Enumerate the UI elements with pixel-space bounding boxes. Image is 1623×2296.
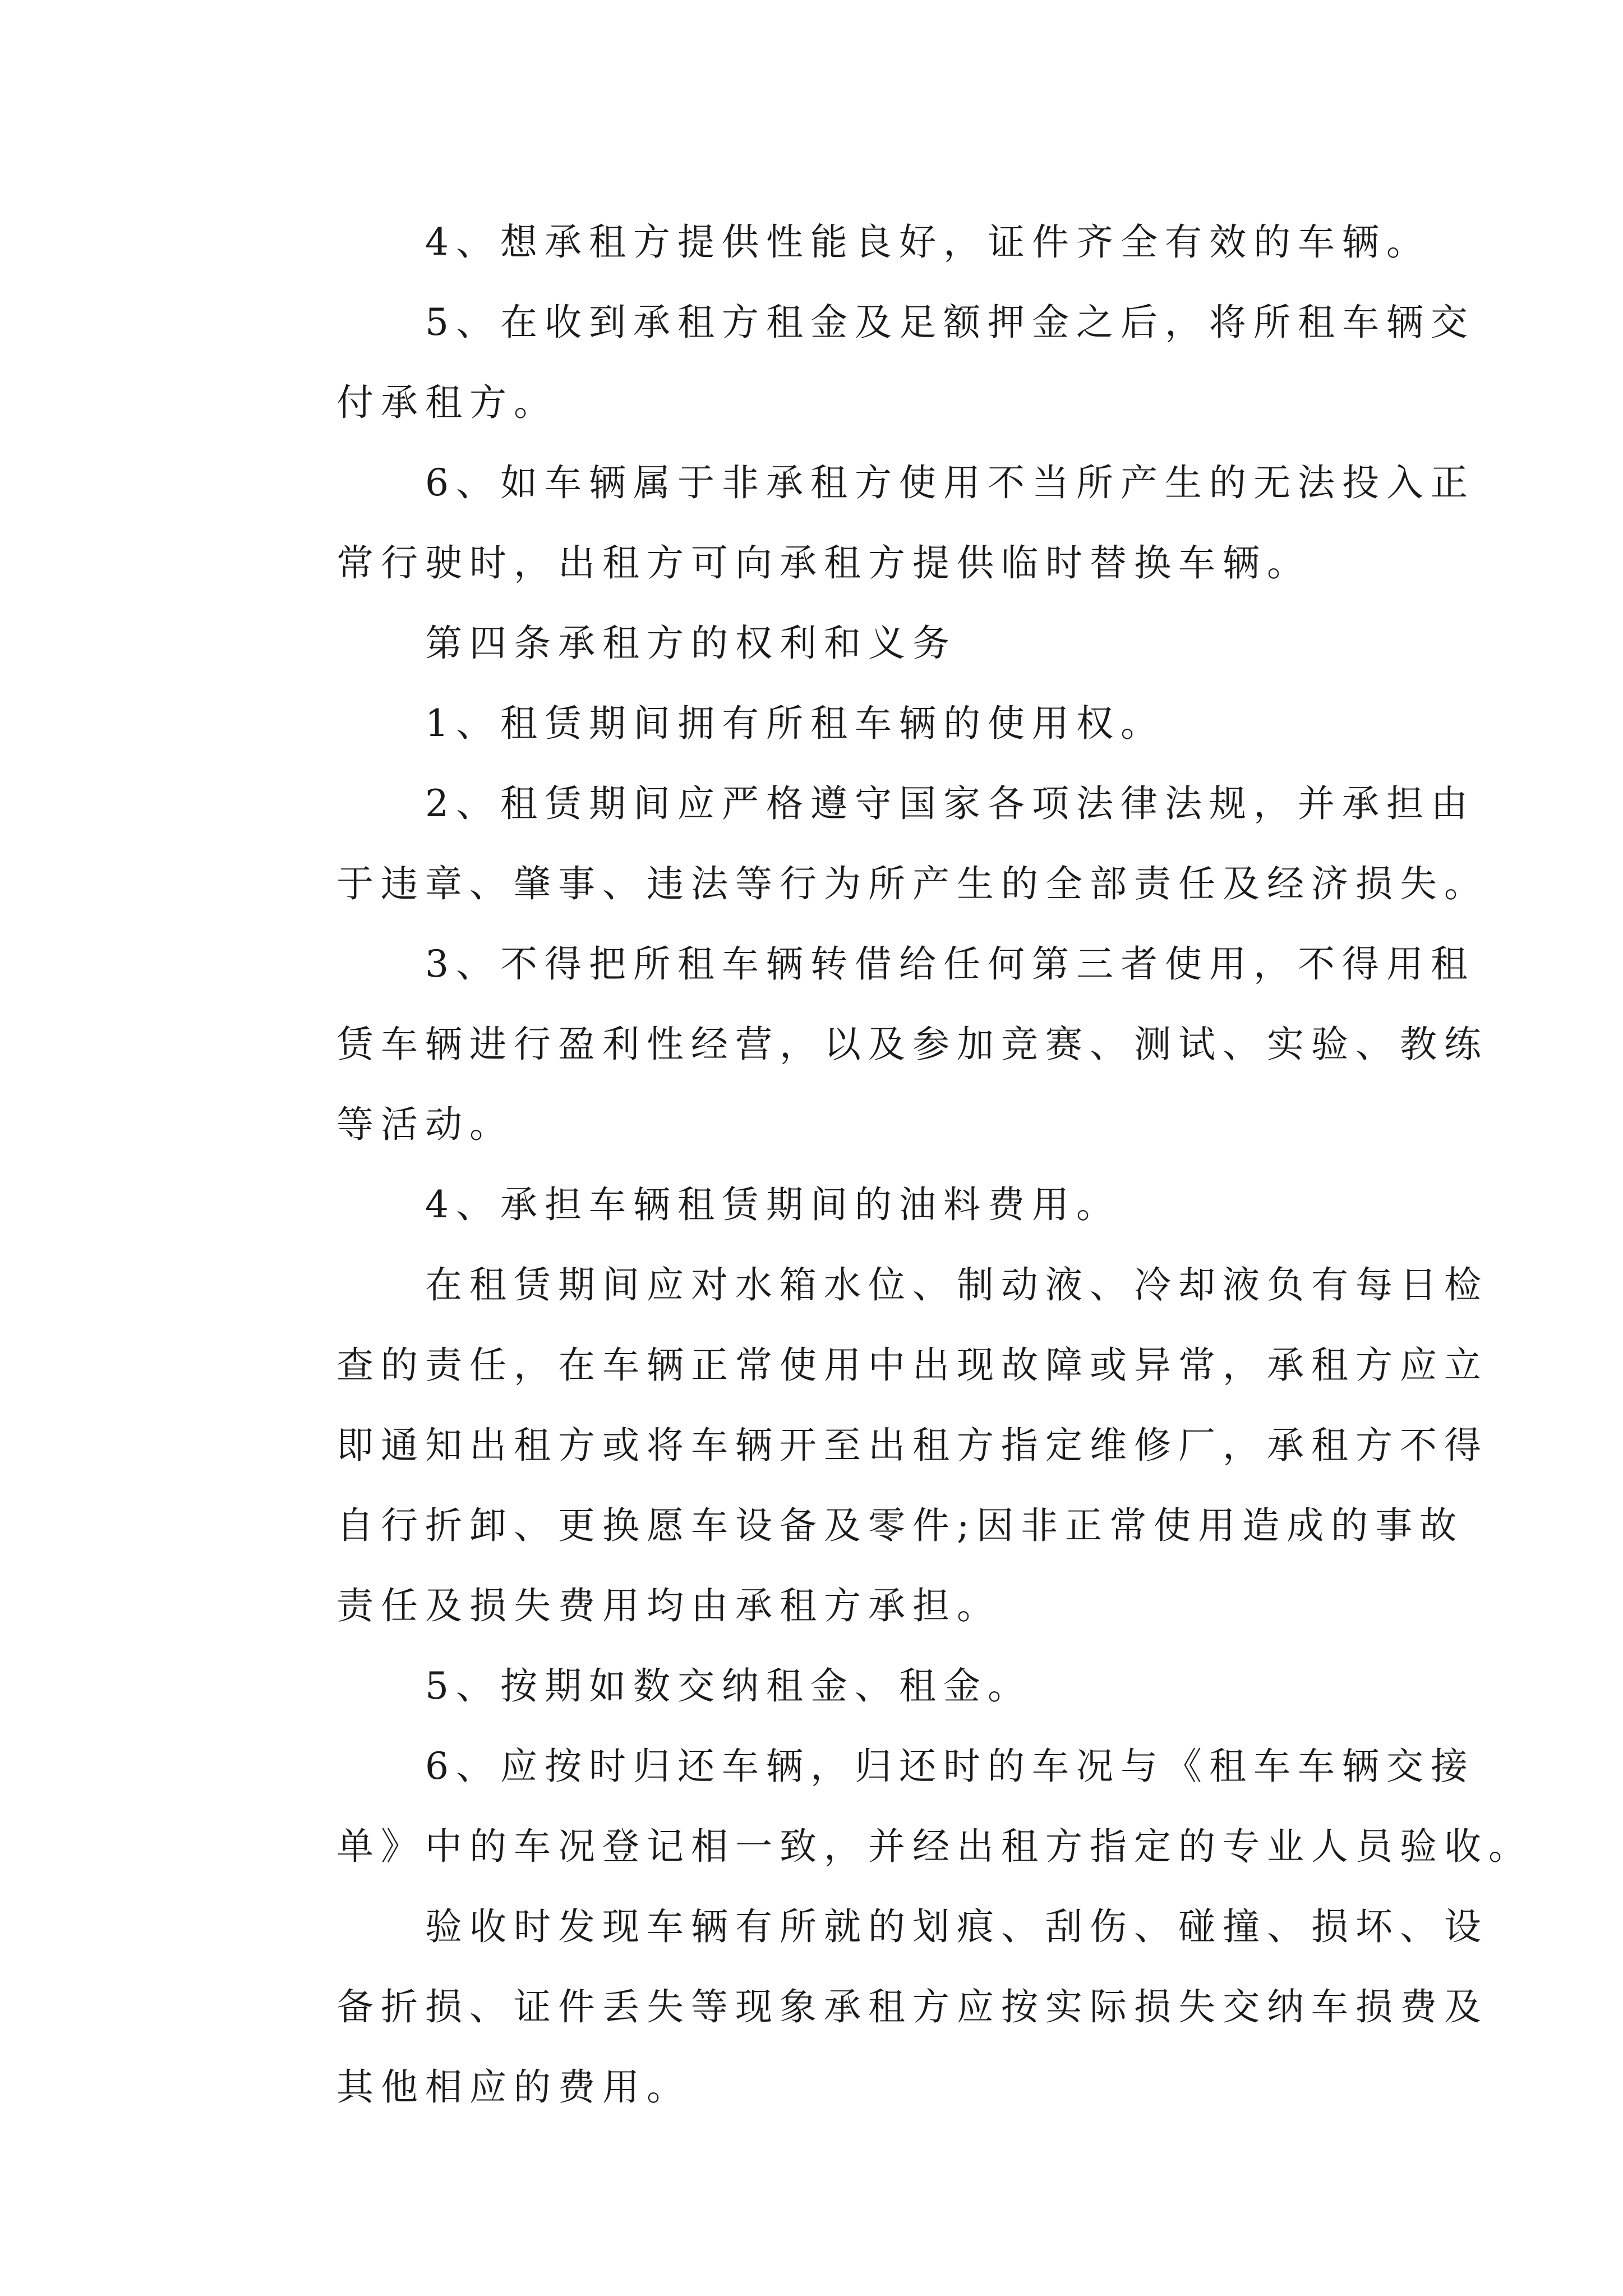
text-line: 5、按期如数交纳租金、租金。 [425,1664,1032,1708]
paragraph-acceptance-damage [248,1887,1488,2127]
text-line: 即通知出租方或将车辆开至出租方指定维修厂，承租方不得 [336,1424,1488,1467]
document-body [248,202,1533,2127]
text-line: 赁车辆进行盈利性经营，以及参加竞赛、测试、实验、教练 [336,1023,1488,1066]
heading-line: 第四条承租方的权利和义务 [425,622,957,665]
text-line: 等活动。 [336,1103,514,1146]
paragraph-lessee-duty-4 [248,1165,1384,1245]
text-line: 备折损、证件丢失等现象承租方应按实际损失交纳车损费及 [336,1985,1488,2028]
paragraph-vehicle-inspection [248,1245,1488,1646]
paragraph-lessor-duty-4 [248,202,1431,282]
text-line: 4、想承租方提供性能良好，证件齐全有效的车辆。 [425,220,1431,264]
text-line: 于违章、肇事、违法等行为所产生的全部责任及经济损失。 [336,862,1488,905]
text-line: 4、承担车辆租赁期间的油料费用。 [425,1183,1121,1226]
paragraph-lessor-duty-5 [248,282,1475,443]
text-line: 6、应按时归还车辆，归还时的车况与《租车车辆交接 [425,1745,1475,1788]
text-line: 常行驶时，出租方可向承租方提供临时替换车辆。 [336,541,1311,585]
text-line: 查的责任，在车辆正常使用中出现故障或异常，承租方应立 [336,1343,1488,1387]
text-line: 其他相应的费用。 [336,2065,691,2109]
paragraph-lessee-duty-2 [248,763,1488,924]
text-line: 2、租赁期间应严格遵守国家各项法律法规，并承担由 [425,782,1475,825]
text-line: 5、在收到承租方租金及足额押金之后，将所租车辆交 [425,301,1475,344]
text-line: 付承租方。 [336,381,558,424]
text-line: 责任及损失费用均由承租方承担。 [336,1584,1001,1627]
text-line: 在租赁期间应对水箱水位、制动液、冷却液负有每日检 [425,1263,1488,1306]
paragraph-lessee-duty-3 [248,924,1488,1165]
text-line: 6、如车辆属于非承租方使用不当所产生的无法投入正 [425,461,1475,504]
section-heading-article-4 [248,603,1384,683]
paragraph-lessee-duty-5 [248,1646,1384,1726]
text-line: 1、租赁期间拥有所租车辆的使用权。 [425,702,1165,745]
paragraph-lessee-right-1 [248,683,1384,763]
paragraph-lessee-duty-6 [248,1726,1533,1887]
text-line: 自行折卸、更换愿车设备及零件;因非正常使用造成的事故 [336,1504,1464,1547]
text-line: 验收时发现车辆有所就的划痕、刮伤、碰撞、损坏、设 [425,1905,1488,1948]
text-line: 单》中的车况登记相一致，并经出租方指定的专业人员验收。 [336,1825,1533,1868]
text-line: 3、不得把所租车辆转借给任何第三者使用，不得用租 [425,942,1475,986]
paragraph-lessor-duty-6 [248,443,1475,603]
